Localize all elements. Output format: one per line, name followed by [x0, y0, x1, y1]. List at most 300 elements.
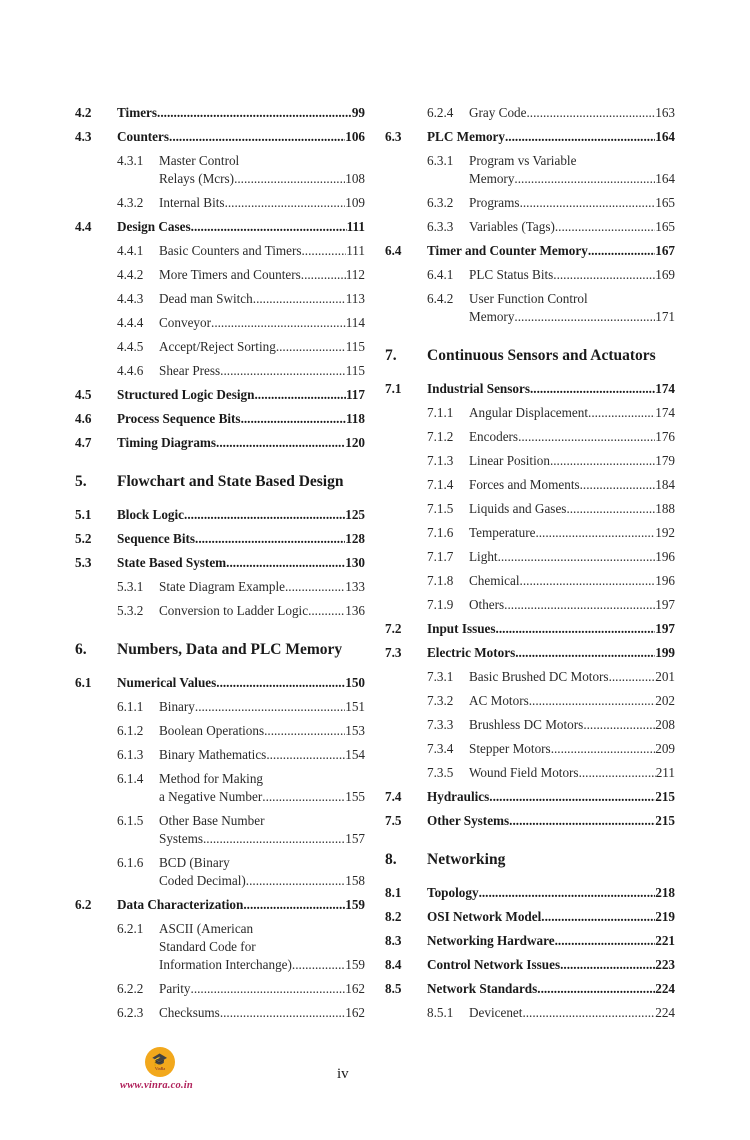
entry-body — [469, 692, 675, 716]
entry-page-number: 111 — [346, 243, 365, 258]
entry-page-number: 115 — [345, 339, 365, 354]
entry-leader-line — [469, 218, 675, 236]
entry-number: 7.1.8 — [427, 573, 454, 588]
entry-page-number: 171 — [655, 309, 675, 324]
toc-subsection-entry[interactable] — [75, 266, 365, 290]
entry-number: 8.3 — [385, 933, 402, 948]
chapter-number: 5. — [75, 473, 87, 490]
entry-body — [117, 554, 365, 578]
entry-body — [159, 338, 365, 362]
chapter-number: 6. — [75, 641, 87, 658]
entry-page-number: 211 — [655, 765, 675, 780]
entry-page-number: 162 — [345, 981, 365, 996]
entry-body — [159, 920, 365, 980]
entry-leader-line — [159, 746, 365, 764]
entry-body — [159, 266, 365, 290]
chapter-heading[interactable] — [385, 850, 675, 870]
entry-title: Chemical — [469, 573, 520, 588]
dot-leader — [216, 434, 345, 452]
entry-title: Linear Position — [469, 453, 550, 468]
entry-number: 6.3 — [385, 129, 402, 144]
entry-page-number: 128 — [345, 531, 365, 546]
toc-subsection-entry[interactable] — [75, 314, 365, 338]
dot-leader — [496, 620, 656, 638]
chapter-heading[interactable] — [385, 346, 675, 366]
chapter-heading[interactable] — [75, 640, 365, 660]
toc-section-entry[interactable] — [385, 242, 675, 266]
toc-subsection-entry[interactable] — [385, 740, 675, 764]
entry-number: 6.4.1 — [427, 267, 454, 282]
publisher-logo — [145, 1047, 175, 1077]
toc-subsection-entry[interactable] — [75, 854, 365, 896]
toc-section-entry[interactable] — [75, 128, 365, 152]
toc-section-entry[interactable] — [385, 128, 675, 152]
toc-section-entry[interactable] — [75, 674, 365, 698]
entry-page-number: 184 — [655, 477, 675, 492]
entry-number: 8.2 — [385, 909, 402, 924]
entry-leader-line — [159, 980, 365, 998]
entry-leader-line — [469, 194, 675, 212]
entry-body — [469, 476, 675, 500]
entry-page-number: 114 — [345, 315, 365, 330]
entry-body — [469, 500, 675, 524]
entry-number: 4.6 — [75, 411, 92, 426]
entry-page-number: 199 — [655, 645, 675, 660]
entry-title: Other Systems — [427, 813, 510, 828]
toc-subsection-entry[interactable] — [385, 524, 675, 548]
entry-body — [159, 314, 365, 338]
dot-leader — [520, 572, 656, 590]
entry-body — [427, 980, 675, 1004]
entry-title: Angular Displacement — [469, 405, 589, 420]
entry-page-number: 224 — [655, 981, 675, 996]
dot-leader — [241, 410, 346, 428]
toc-subsection-entry[interactable] — [385, 764, 675, 788]
entry-body — [117, 104, 365, 128]
entry-number: 6.1.6 — [117, 855, 144, 870]
entry-number: 7.3.1 — [427, 669, 454, 684]
toc-subsection-entry[interactable] — [75, 698, 365, 722]
entry-title-line: Program vs Variable — [469, 153, 577, 168]
toc-section-entry[interactable] — [385, 884, 675, 908]
toc-subsection-entry[interactable] — [75, 602, 365, 626]
entry-page-number: 176 — [655, 429, 675, 444]
toc-subsection-entry[interactable] — [385, 290, 675, 332]
dot-leader — [555, 932, 656, 950]
toc-subsection-entry[interactable] — [385, 668, 675, 692]
entry-title: Timers — [117, 105, 158, 120]
entry-number: 7.1.6 — [427, 525, 454, 540]
entry-number: 4.3.1 — [117, 153, 144, 168]
toc-subsection-entry[interactable] — [385, 152, 675, 194]
entry-title: AC Motors — [469, 693, 529, 708]
entry-title-line: Other Base Number — [159, 813, 265, 828]
toc-section-entry[interactable] — [75, 896, 365, 920]
entry-title: Timing Diagrams — [117, 435, 217, 450]
dot-leader — [169, 128, 345, 146]
entry-title: Sequence Bits — [117, 531, 196, 546]
entry-number: 8.5.1 — [427, 1005, 454, 1020]
entry-page-number: 167 — [655, 243, 675, 258]
toc-section-entry[interactable] — [75, 218, 365, 242]
entry-page-number: 133 — [345, 579, 365, 594]
entry-page-number: 113 — [345, 291, 365, 306]
dot-leader — [555, 218, 655, 236]
entry-body — [117, 434, 365, 458]
dot-leader — [253, 290, 346, 308]
chapter-title: Continuous Sensors and Actuators — [427, 347, 656, 364]
entry-title: a Negative Number — [159, 789, 263, 804]
entry-leader-line — [159, 578, 365, 596]
entry-number: 7.1 — [385, 381, 402, 396]
entry-number: 7.3.4 — [427, 741, 454, 756]
entry-number: 4.4.3 — [117, 291, 144, 306]
entry-page-number: 224 — [655, 1005, 675, 1020]
entry-number: 6.4.2 — [427, 291, 454, 306]
toc-section-entry[interactable] — [75, 530, 365, 554]
entry-number: 7.1.7 — [427, 549, 454, 564]
toc-subsection-entry[interactable] — [75, 152, 365, 194]
toc-subsection-entry[interactable] — [75, 722, 365, 746]
entry-body — [159, 698, 365, 722]
toc-subsection-entry[interactable] — [75, 980, 365, 1004]
chapter-title: Networking — [427, 851, 506, 868]
dot-leader — [553, 266, 655, 284]
entry-leader-line — [159, 602, 365, 620]
dot-leader — [479, 884, 656, 902]
toc-subsection-entry[interactable] — [75, 812, 365, 854]
entry-number: 4.4.2 — [117, 267, 144, 282]
entry-leader-line — [427, 884, 675, 902]
entry-body — [469, 764, 675, 788]
entry-number: 6.2.2 — [117, 981, 144, 996]
entry-body — [117, 506, 365, 530]
entry-body — [159, 746, 365, 770]
dot-leader — [195, 698, 345, 716]
entry-leader-line — [159, 872, 365, 890]
entry-number: 7.3.5 — [427, 765, 454, 780]
dot-leader — [541, 908, 655, 926]
dot-leader — [609, 668, 656, 686]
entry-title: Memory — [469, 309, 515, 324]
toc-subsection-entry[interactable] — [385, 716, 675, 740]
entry-page-number: 223 — [655, 957, 675, 972]
entry-title: Timer and Counter Memory — [427, 243, 588, 258]
entry-title: State Based System — [117, 555, 227, 570]
entry-leader-line — [159, 314, 365, 332]
entry-title: Counters — [117, 129, 170, 144]
entry-page-number: 215 — [655, 813, 675, 828]
entry-title: Design Cases — [117, 219, 191, 234]
entry-leader-line — [427, 980, 675, 998]
entry-title: Binary Mathematics — [159, 747, 267, 762]
dot-leader — [535, 524, 655, 542]
entry-body — [469, 218, 675, 242]
entry-body — [117, 674, 365, 698]
entry-page-number: 157 — [345, 831, 365, 846]
entry-leader-line — [159, 830, 365, 848]
entry-page-number: 174 — [655, 381, 675, 396]
entry-leader-line — [469, 500, 675, 518]
toc-subsection-entry[interactable] — [385, 476, 675, 500]
toc-subsection-entry[interactable] — [385, 218, 675, 242]
toc-subsection-entry[interactable] — [385, 692, 675, 716]
entry-page-number: 169 — [655, 267, 675, 282]
dot-leader — [514, 170, 655, 188]
entry-number: 6.1.5 — [117, 813, 144, 828]
toc-subsection-entry[interactable] — [75, 194, 365, 218]
entry-body — [159, 770, 365, 812]
chapter-number: 8. — [385, 851, 397, 868]
entry-leader-line — [427, 788, 675, 806]
entry-leader-line — [159, 956, 365, 974]
entry-page-number: 202 — [655, 693, 675, 708]
entry-body — [469, 104, 675, 128]
entry-title-line: Method for Making — [159, 771, 264, 786]
entry-leader-line — [427, 932, 675, 950]
entry-body — [159, 722, 365, 746]
entry-title: Basic Brushed DC Motors — [469, 669, 609, 684]
dot-leader — [234, 170, 345, 188]
entry-body — [469, 404, 675, 428]
toc-section-entry[interactable] — [75, 410, 365, 434]
toc-subsection-entry[interactable] — [385, 500, 675, 524]
dot-leader — [566, 500, 655, 518]
dot-leader — [509, 812, 655, 830]
entry-page-number: 165 — [655, 219, 675, 234]
entry-page-number: 209 — [655, 741, 675, 756]
toc-subsection-entry[interactable] — [75, 770, 365, 812]
toc-subsection-entry[interactable] — [75, 290, 365, 314]
entry-title: Basic Counters and Timers — [159, 243, 302, 258]
entry-title-line: BCD (Binary — [159, 855, 230, 870]
dot-leader — [518, 428, 655, 446]
dot-leader — [530, 380, 655, 398]
entry-body — [159, 242, 365, 266]
toc-section-entry[interactable] — [385, 380, 675, 404]
toc-subsection-entry[interactable] — [75, 1004, 365, 1028]
entry-body — [469, 668, 675, 692]
entry-leader-line — [469, 692, 675, 710]
entry-number: 5.3.1 — [117, 579, 144, 594]
toc-subsection-entry[interactable] — [75, 578, 365, 602]
dot-leader — [191, 980, 346, 998]
entry-body — [159, 602, 365, 626]
entry-page-number: 179 — [655, 453, 675, 468]
toc-subsection-entry[interactable] — [385, 1004, 675, 1028]
entry-title-line: Standard Code for — [159, 939, 256, 954]
toc-section-entry[interactable] — [75, 386, 365, 410]
entry-title: Checksums — [159, 1005, 220, 1020]
entry-page-number: 208 — [655, 717, 675, 732]
entry-body — [469, 716, 675, 740]
entry-page-number: 192 — [655, 525, 675, 540]
entry-leader-line — [469, 572, 675, 590]
dot-leader — [505, 128, 655, 146]
entry-body — [427, 788, 675, 812]
toc-section-entry[interactable] — [385, 980, 675, 1004]
dot-leader — [302, 242, 347, 260]
entry-body — [159, 854, 365, 896]
entry-page-number: 196 — [655, 573, 675, 588]
dot-leader — [588, 242, 655, 260]
entry-number: 7.1.5 — [427, 501, 454, 516]
entry-leader-line — [469, 764, 675, 782]
entry-body — [159, 152, 365, 194]
entry-number: 4.2 — [75, 105, 92, 120]
entry-number: 7.3.2 — [427, 693, 454, 708]
dot-leader — [184, 506, 345, 524]
dot-leader — [560, 956, 655, 974]
entry-number: 4.3 — [75, 129, 92, 144]
entry-title: Binary — [159, 699, 195, 714]
entry-body — [469, 740, 675, 764]
entry-number: 4.4.6 — [117, 363, 144, 378]
entry-leader-line — [427, 242, 675, 260]
toc-subsection-entry[interactable] — [385, 194, 675, 218]
entry-page-number: 158 — [345, 873, 365, 888]
entry-body — [469, 194, 675, 218]
entry-number: 6.2 — [75, 897, 92, 912]
entry-number: 4.5 — [75, 387, 92, 402]
toc-subsection-entry[interactable] — [385, 596, 675, 620]
entry-title: Structured Logic Design — [117, 387, 255, 402]
entry-leader-line — [427, 956, 675, 974]
entry-page-number: 151 — [345, 699, 365, 714]
toc-section-entry[interactable] — [385, 932, 675, 956]
toc-section-entry[interactable] — [75, 554, 365, 578]
entry-leader-line — [159, 170, 365, 188]
entry-body — [427, 884, 675, 908]
entry-number: 4.4 — [75, 219, 92, 234]
entry-title: Block Logic — [117, 507, 185, 522]
entry-leader-line — [159, 1004, 365, 1022]
entry-body — [159, 194, 365, 218]
entry-title: Relays (Mcrs) — [159, 171, 235, 186]
toc-section-entry[interactable] — [385, 788, 675, 812]
entry-number: 6.4 — [385, 243, 402, 258]
toc-subsection-entry[interactable] — [75, 746, 365, 770]
entry-number: 5.3 — [75, 555, 92, 570]
entry-leader-line — [469, 104, 675, 122]
entry-title: Brushless DC Motors — [469, 717, 584, 732]
entry-leader-line — [159, 194, 365, 212]
chapter-heading[interactable] — [75, 472, 365, 492]
entry-leader-line — [427, 380, 675, 398]
toc-subsection-entry[interactable] — [75, 920, 365, 980]
toc-section-entry[interactable] — [385, 812, 675, 836]
entry-body — [427, 908, 675, 932]
toc-subsection-entry[interactable] — [385, 104, 675, 128]
entry-number: 7.4 — [385, 789, 402, 804]
entry-body — [469, 596, 675, 620]
toc-section-entry[interactable] — [75, 434, 365, 458]
entry-page-number: 120 — [345, 435, 365, 450]
entry-leader-line — [117, 554, 365, 572]
entry-number: 6.1.1 — [117, 699, 144, 714]
entry-title: Industrial Sensors — [427, 381, 530, 396]
entry-number: 6.3.1 — [427, 153, 454, 168]
entry-number: 7.3.3 — [427, 717, 454, 732]
entry-body — [427, 812, 675, 836]
dot-leader — [588, 404, 655, 422]
toc-subsection-entry[interactable] — [385, 266, 675, 290]
entry-title: Temperature — [469, 525, 536, 540]
dot-leader — [285, 578, 345, 596]
entry-page-number: 150 — [345, 675, 365, 690]
entry-page-number: 108 — [345, 171, 365, 186]
entry-page-number: 112 — [345, 267, 365, 282]
dot-leader — [225, 194, 346, 212]
toc-section-entry[interactable] — [385, 956, 675, 980]
entry-page-number: 188 — [655, 501, 675, 516]
entry-body — [469, 266, 675, 290]
entry-number: 7.1.9 — [427, 597, 454, 612]
toc-subsection-entry[interactable] — [385, 452, 675, 476]
entry-leader-line — [469, 404, 675, 422]
dot-leader — [246, 872, 345, 890]
dot-leader — [276, 338, 346, 356]
entry-title: Input Issues — [427, 621, 496, 636]
entry-body — [469, 524, 675, 548]
toc-subsection-entry[interactable] — [75, 338, 365, 362]
entry-page-number: 111 — [346, 219, 365, 234]
publisher-url[interactable]: www.vinra.co.in — [120, 1080, 193, 1091]
toc-subsection-entry[interactable] — [75, 362, 365, 386]
dot-leader — [504, 596, 655, 614]
entry-title: Internal Bits — [159, 195, 225, 210]
entry-body — [427, 956, 675, 980]
entry-number: 6.1 — [75, 675, 92, 690]
entry-title: Electric Motors — [427, 645, 516, 660]
toc-subsection-entry[interactable] — [385, 572, 675, 596]
toc-subsection-entry[interactable] — [385, 404, 675, 428]
dot-leader — [264, 722, 345, 740]
entry-page-number: 197 — [655, 621, 675, 636]
entry-page-number: 162 — [345, 1005, 365, 1020]
entry-leader-line — [469, 1004, 675, 1022]
entry-title: Others — [469, 597, 505, 612]
logo-text: VinRa — [154, 1066, 166, 1071]
toc-subsection-entry[interactable] — [385, 428, 675, 452]
entry-page-number: 218 — [655, 885, 675, 900]
dot-leader — [579, 764, 656, 782]
toc-section-entry[interactable] — [385, 908, 675, 932]
entry-title: Gray Code — [469, 105, 527, 120]
entry-number: 4.3.2 — [117, 195, 144, 210]
entry-leader-line — [117, 434, 365, 452]
entry-leader-line — [427, 908, 675, 926]
entry-leader-line — [117, 128, 365, 146]
dot-leader — [220, 1004, 345, 1022]
toc-subsection-entry[interactable] — [385, 548, 675, 572]
entry-number: 6.1.2 — [117, 723, 144, 738]
entry-title-line: ASCII (American — [159, 921, 254, 936]
dot-leader — [226, 554, 345, 572]
toc-section-entry[interactable] — [385, 644, 675, 668]
entry-number: 7.1.3 — [427, 453, 454, 468]
entry-body — [469, 548, 675, 572]
entry-number: 6.1.4 — [117, 771, 144, 786]
toc-section-entry[interactable] — [385, 620, 675, 644]
toc-subsection-entry[interactable] — [75, 242, 365, 266]
entry-number: 8.1 — [385, 885, 402, 900]
entry-leader-line — [469, 266, 675, 284]
entry-leader-line — [159, 242, 365, 260]
toc-section-entry[interactable] — [75, 104, 365, 128]
toc-section-entry[interactable] — [75, 506, 365, 530]
page-number: iv — [337, 1066, 349, 1082]
